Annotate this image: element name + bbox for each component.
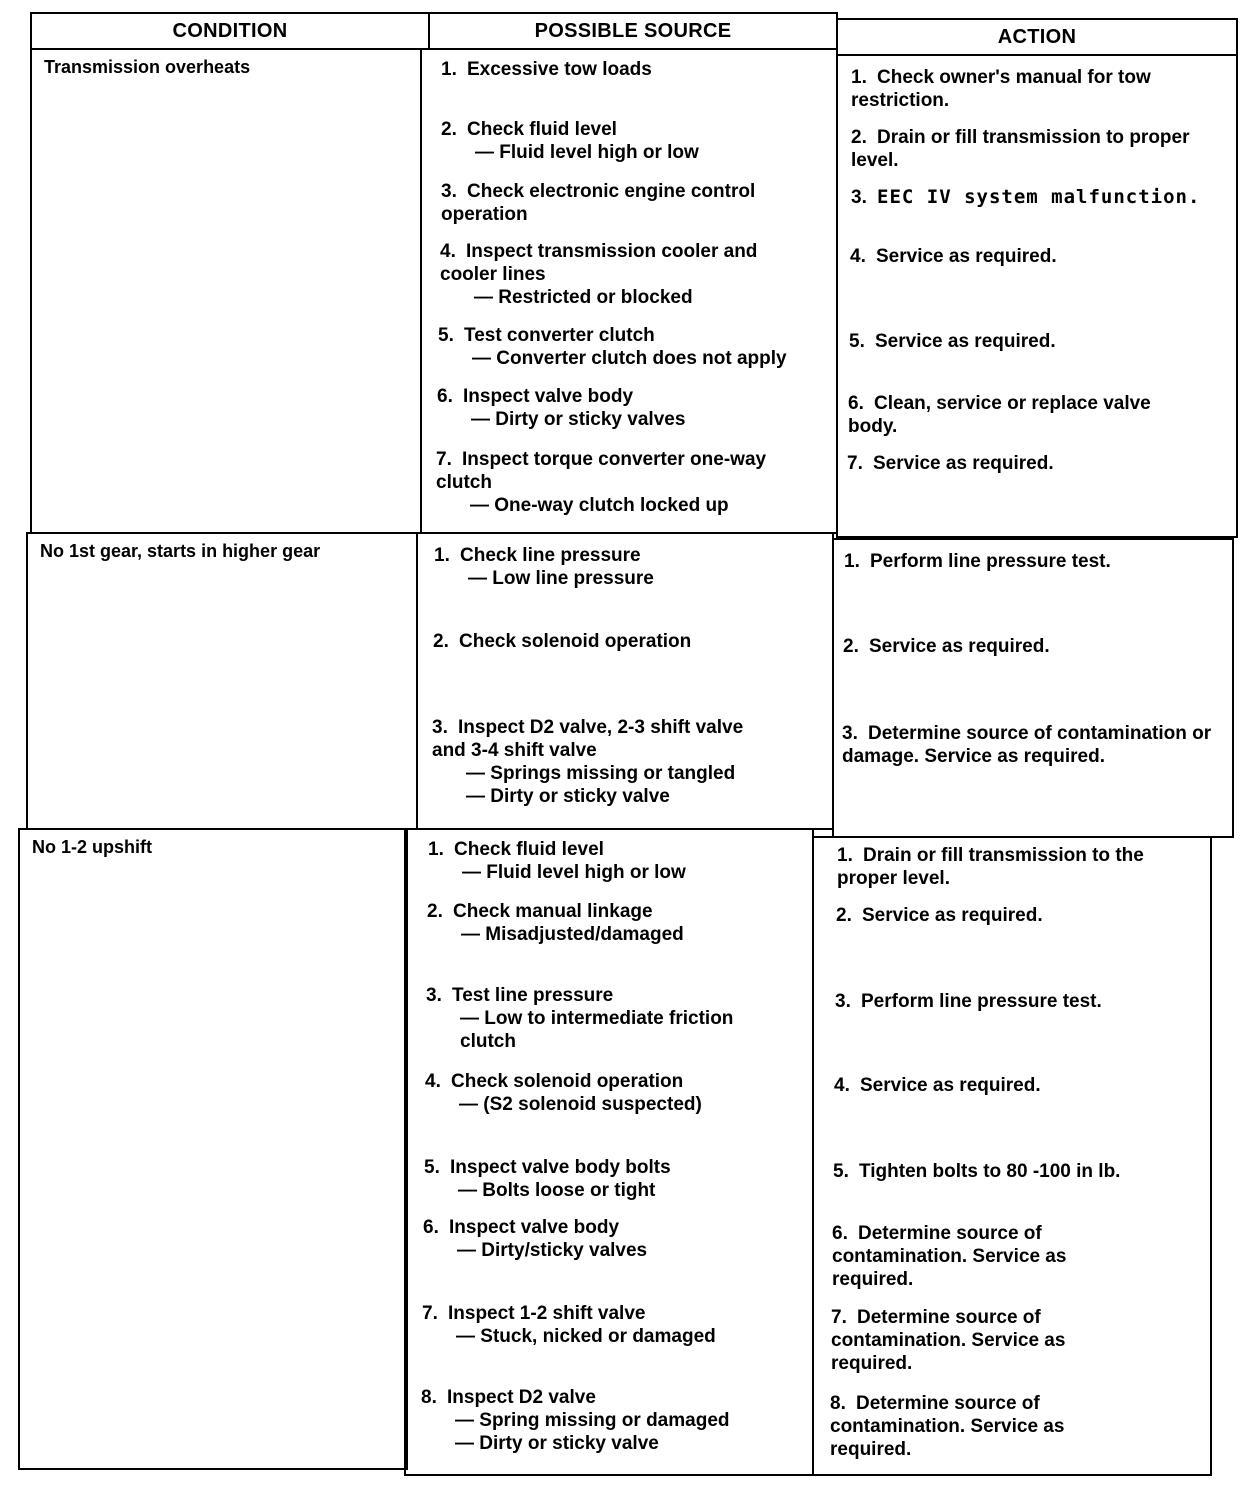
action-item: 3. Perform line pressure test. <box>835 991 1102 1012</box>
action-item: 3. EEC IV system malfunction. <box>851 186 1201 208</box>
row-1-condition <box>30 48 422 534</box>
source-item: 4. Inspect transmission cooler and cooler lines — Restricted or blocked <box>440 241 758 308</box>
action-item: 1. Check owner's manual for tow restriction. <box>851 67 1151 111</box>
row-3-condition <box>18 828 408 1470</box>
source-item: 7. Inspect 1-2 shift valve — Stuck, nicked or damaged <box>422 1303 716 1347</box>
row-3-action-cell <box>812 836 1212 1476</box>
action-item: 7. Service as required. <box>847 453 1054 474</box>
header-possible-source: POSSIBLE SOURCE <box>428 12 838 50</box>
source-item: 8. Inspect D2 valve — Spring missing or damaged — Dirty or sticky valve <box>421 1387 730 1454</box>
source-item: 3. Inspect D2 valve, 2-3 shift valve and 3-4 shift valve — Springs missing or tangled — Dirty or sticky valve <box>432 717 744 807</box>
source-item: 3. Test line pressure — Low to intermediate friction clutch <box>426 985 734 1052</box>
source-item: 1. Check fluid level — Fluid level high or low <box>428 839 686 883</box>
action-item: 1. Drain or fill transmission to the proper level. <box>837 845 1144 889</box>
action-item: 3. Determine source of contamination or damage. Service as required. <box>842 723 1212 767</box>
action-item: 6. Determine source of contamination. Service as required. <box>832 1223 1067 1290</box>
header-action: ACTION <box>836 18 1238 56</box>
condition-text: No 1-2 upshift <box>32 837 152 857</box>
source-item: 4. Check solenoid operation — (S2 solenoid suspected) <box>425 1071 702 1115</box>
source-item: 7. Inspect torque converter one-way clutch — One-way clutch locked up <box>436 449 767 516</box>
action-item: 1. Perform line pressure test. <box>844 551 1111 572</box>
source-item: 3. Check electronic engine control operation <box>441 181 756 225</box>
source-item: 2. Check solenoid operation <box>433 631 692 652</box>
condition-text: No 1st gear, starts in higher gear <box>40 541 321 561</box>
condition-text: Transmission overheats <box>44 57 251 77</box>
source-item: 6. Inspect valve body — Dirty or sticky valves <box>437 386 686 430</box>
action-item: 2. Service as required. <box>843 636 1050 657</box>
source-item: 5. Test converter clutch — Converter clutch does not apply <box>438 325 787 369</box>
source-item: 1. Excessive tow loads <box>441 59 652 80</box>
action-item: 6. Clean, service or replace valve body. <box>848 393 1151 437</box>
action-item: 8. Determine source of contamination. Service as required. <box>830 1393 1065 1460</box>
header-condition: CONDITION <box>30 12 430 50</box>
source-item: 2. Check manual linkage — Misadjusted/damaged <box>427 901 684 945</box>
row-2-action-cell <box>832 538 1234 838</box>
action-item: 7. Determine source of contamination. Service as required. <box>831 1307 1066 1374</box>
action-item: 5. Tighten bolts to 80 -100 in lb. <box>833 1161 1121 1182</box>
action-item: 4. Service as required. <box>850 246 1057 267</box>
action-item: 2. Drain or fill transmission to proper level. <box>851 127 1190 171</box>
source-item: 2. Check fluid level — Fluid level high or low <box>441 119 699 163</box>
source-item: 6. Inspect valve body — Dirty/sticky valves <box>423 1217 648 1261</box>
action-item: 5. Service as required. <box>849 331 1056 352</box>
source-item: 5. Inspect valve body bolts — Bolts loose or tight <box>424 1157 671 1201</box>
action-item: 4. Service as required. <box>834 1075 1041 1096</box>
source-item: 1. Check line pressure — Low line pressure <box>434 545 654 589</box>
action-item: 2. Service as required. <box>836 905 1043 926</box>
row-2-condition <box>26 532 418 830</box>
